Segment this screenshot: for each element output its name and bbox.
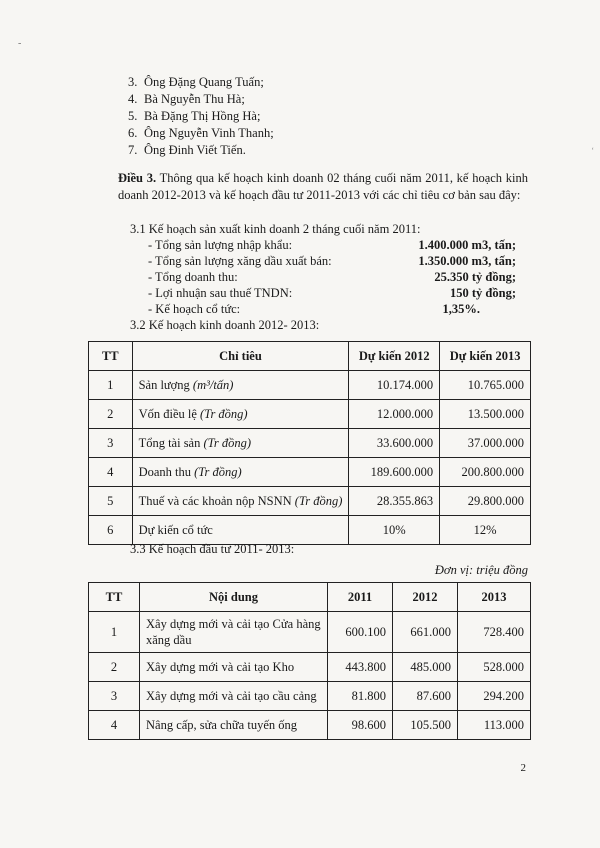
article-text: Thông qua kế hoạch kinh doanh 02 tháng cuối năm 2011, kế hoạch kinh doanh 2012-2013 và kế hoạch đầu tư 2011-2013 với các chỉ tiêu cơ bản sau đây: <box>118 171 529 202</box>
table-row: 3 Tổng tài sản (Tr đồng) 33.600.000 37.000.000 <box>89 429 531 458</box>
member-list <box>128 74 274 159</box>
page-number: 2 <box>520 762 526 774</box>
section-3-2-heading: 3.2 Kế hoạch kinh doanh 2012- 2013: <box>130 318 320 332</box>
list-item: 6. Ông Nguyễn Vinh Thanh; <box>128 126 274 140</box>
column-header: 2013 <box>458 583 531 612</box>
column-header: Dự kiến 2013 <box>440 342 531 371</box>
table-header-row <box>89 583 531 612</box>
table-row: 2 Vốn điều lệ (Tr đồng) 12.000.000 13.500.000 <box>89 400 531 429</box>
list-item: - Tổng sản lượng nhập khẩu: 1.400.000 m3, tấn; <box>148 238 516 252</box>
column-header: Chỉ tiêu <box>132 342 349 371</box>
list-item: 3. Ông Đặng Quang Tuấn; <box>128 75 264 89</box>
table-row: 2 Xây dựng mới và cải tạo Kho 443.800 485.000 528.000 <box>89 653 531 682</box>
list-item: 4. Bà Nguyễn Thu Hà; <box>128 92 245 106</box>
table-row: 3 Xây dựng mới và cải tạo cầu cảng 81.800 87.600 294.200 <box>89 682 531 711</box>
column-header: 2011 <box>328 583 393 612</box>
table-row: 1 Sản lượng (m³/tấn) 10.174.000 10.765.000 <box>89 371 531 400</box>
table-header-row <box>89 342 531 371</box>
table-row: 4 Doanh thu (Tr đồng) 189.600.000 200.800.000 <box>89 458 531 487</box>
investment-plan-table <box>88 582 531 740</box>
section-3-1-heading: 3.1 Kế hoạch sản xuất kinh doanh 2 tháng cuối năm 2011: <box>130 222 421 236</box>
table-row: 4 Nâng cấp, sửa chữa tuyến ống 98.600 105.500 113.000 <box>89 711 531 740</box>
business-plan-table <box>88 341 531 545</box>
column-header: Nội dung <box>140 583 328 612</box>
table-row: 6 Dự kiến cổ tức 10% 12% <box>89 516 531 545</box>
list-item: - Tổng doanh thu: 25.350 tỷ đồng; <box>148 270 516 284</box>
table-row: 1 Xây dựng mới và cải tạo Cửa hàng xăng dầu 600.100 661.000 728.400 <box>89 612 531 653</box>
column-header: TT <box>89 342 133 371</box>
section-3-3-heading: 3.3 Kế hoạch đầu tư 2011- 2013: <box>130 542 295 556</box>
column-header: Dự kiến 2012 <box>349 342 440 371</box>
edge-mark: ʻ <box>591 146 594 155</box>
list-item: - Kế hoạch cổ tức: 1,35%. <box>148 302 480 316</box>
list-item: 5. Bà Đặng Thị Hồng Hà; <box>128 109 261 123</box>
column-header: TT <box>89 583 140 612</box>
article-3-paragraph <box>118 170 528 204</box>
list-item: - Lợi nhuận sau thuế TNDN: 150 tỷ đồng; <box>148 286 516 300</box>
column-header: 2012 <box>393 583 458 612</box>
unit-note: Đơn vị: triệu đồng <box>434 563 528 577</box>
table-row: 5 Thuế và các khoản nộp NSNN (Tr đồng) 28.355.863 29.800.000 <box>89 487 531 516</box>
production-plan-list <box>148 237 516 317</box>
list-item: 7. Ông Đinh Viết Tiến. <box>128 143 246 157</box>
article-label: Điều 3. <box>118 171 157 185</box>
corner-mark: - <box>18 38 22 49</box>
list-item: - Tổng sản lượng xăng dầu xuất bán: 1.350.000 m3, tấn; <box>148 254 516 268</box>
